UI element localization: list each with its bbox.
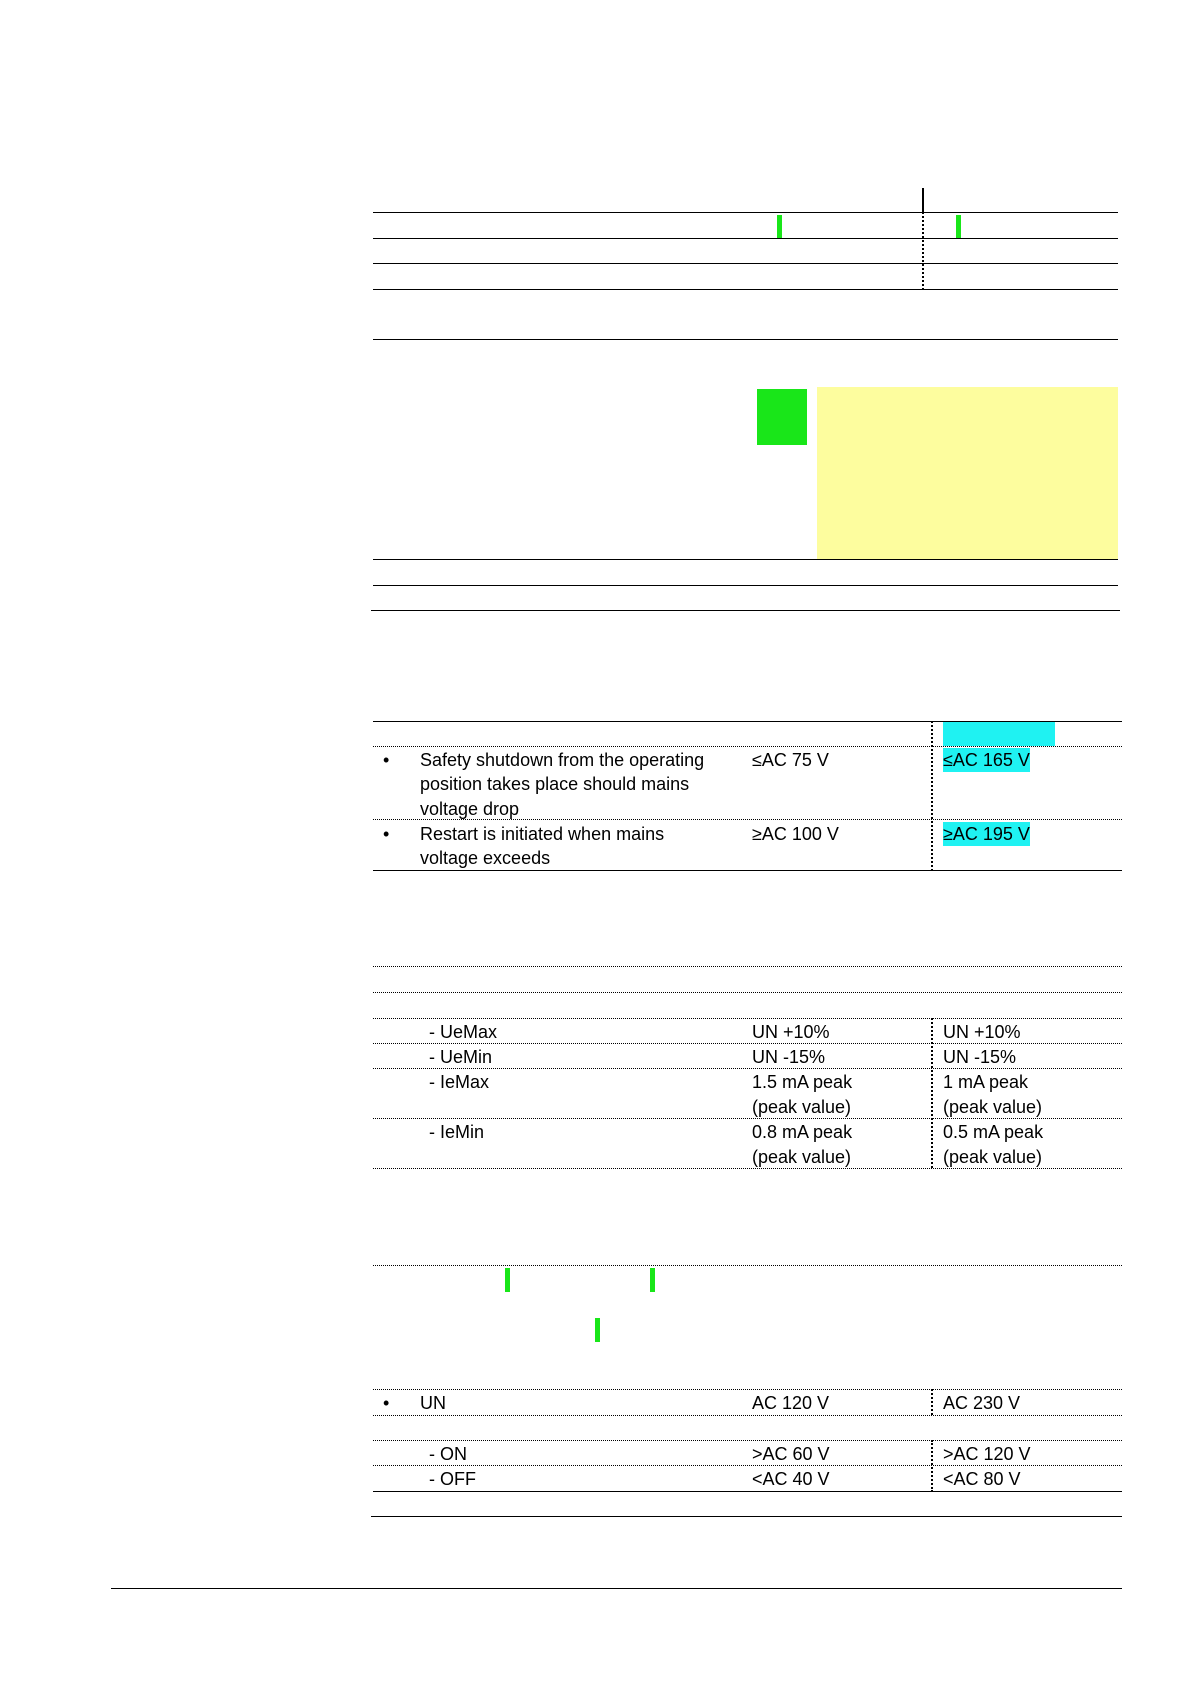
table-rule xyxy=(373,992,1122,993)
column-divider xyxy=(931,721,933,871)
table-rule xyxy=(373,1415,1122,1416)
row-label-line: Restart is initiated when mains xyxy=(420,824,665,844)
column-divider xyxy=(931,1440,933,1492)
value-230v-note: (peak value) xyxy=(943,1147,1043,1167)
value-120v: UN +10% xyxy=(752,1022,830,1042)
table-rule xyxy=(373,966,1122,967)
table-rule xyxy=(373,1389,1122,1390)
limit-label: - IeMax xyxy=(429,1072,490,1092)
value-230v: UN -15% xyxy=(943,1047,1017,1067)
column-divider xyxy=(931,1389,933,1415)
table-rule xyxy=(373,1043,1122,1044)
value-120v: 1.5 mA peak xyxy=(752,1072,853,1092)
value-230v-note: (peak value) xyxy=(943,1097,1043,1117)
row-label-line: voltage drop xyxy=(420,799,520,819)
change-marker xyxy=(777,215,782,238)
value-230v: 1 mA peak xyxy=(943,1072,1029,1092)
value-230v: ≥AC 195 V xyxy=(943,824,1030,844)
value-120v: AC 120 V xyxy=(752,1393,830,1413)
column-header-highlight xyxy=(943,722,1055,746)
revision-marker xyxy=(757,389,807,445)
table-rule xyxy=(373,1491,1122,1492)
yellow-note-box xyxy=(817,387,1118,559)
value-230v: >AC 120 V xyxy=(943,1444,1031,1464)
table-rule xyxy=(373,263,1118,264)
row-label-line: voltage exceeds xyxy=(420,848,551,868)
bullet: • xyxy=(383,824,390,844)
value-120v: 0.8 mA peak xyxy=(752,1122,853,1142)
value-120v: >AC 60 V xyxy=(752,1444,830,1464)
table-rule xyxy=(373,1168,1122,1169)
change-marker xyxy=(505,1268,510,1292)
table-rule xyxy=(373,1068,1122,1069)
table-rule xyxy=(373,819,1122,820)
table-rule xyxy=(373,559,1118,560)
table-rule xyxy=(373,1265,1122,1266)
column-divider xyxy=(922,188,924,212)
change-marker xyxy=(956,215,961,238)
value-230v: 0.5 mA peak xyxy=(943,1122,1044,1142)
un-label: UN xyxy=(420,1393,446,1413)
row-label-line: Safety shutdown from the operating xyxy=(420,750,705,770)
limit-label: - UeMax xyxy=(429,1022,498,1042)
value-120v: ≤AC 75 V xyxy=(752,750,829,770)
bullet: • xyxy=(383,1393,390,1413)
value-230v: ≤AC 165 V xyxy=(943,750,1030,770)
value-230v: AC 230 V xyxy=(943,1393,1021,1413)
limit-label: - IeMin xyxy=(429,1122,485,1142)
table-rule xyxy=(373,585,1118,586)
footer-rule xyxy=(111,1588,1122,1589)
off-label: - OFF xyxy=(429,1469,476,1489)
table-rule xyxy=(373,1440,1122,1441)
limit-label: - UeMin xyxy=(429,1047,493,1067)
column-divider xyxy=(922,212,924,290)
value-230v: UN +10% xyxy=(943,1022,1021,1042)
table-rule xyxy=(373,746,1122,747)
value-230v: <AC 80 V xyxy=(943,1469,1021,1489)
table-rule xyxy=(373,289,1118,290)
row-label-line: position takes place should mains xyxy=(420,774,690,794)
table-rule xyxy=(373,1118,1122,1119)
table-rule xyxy=(373,339,1118,340)
value-120v: ≥AC 100 V xyxy=(752,824,839,844)
bullet: • xyxy=(383,750,390,770)
on-label: - ON xyxy=(429,1444,467,1464)
change-marker xyxy=(650,1268,655,1292)
table-rule xyxy=(373,870,1122,871)
table-rule xyxy=(373,1465,1122,1466)
table-rule xyxy=(373,212,1118,213)
column-divider xyxy=(931,1018,933,1168)
change-marker xyxy=(595,1318,600,1342)
table-rule xyxy=(373,1018,1122,1019)
table-rule xyxy=(371,610,1120,611)
value-120v: UN -15% xyxy=(752,1047,826,1067)
value-120v-note: (peak value) xyxy=(752,1097,852,1117)
value-120v-note: (peak value) xyxy=(752,1147,852,1167)
value-120v: <AC 40 V xyxy=(752,1469,830,1489)
table-rule xyxy=(371,1516,1122,1517)
table-rule xyxy=(373,238,1118,239)
